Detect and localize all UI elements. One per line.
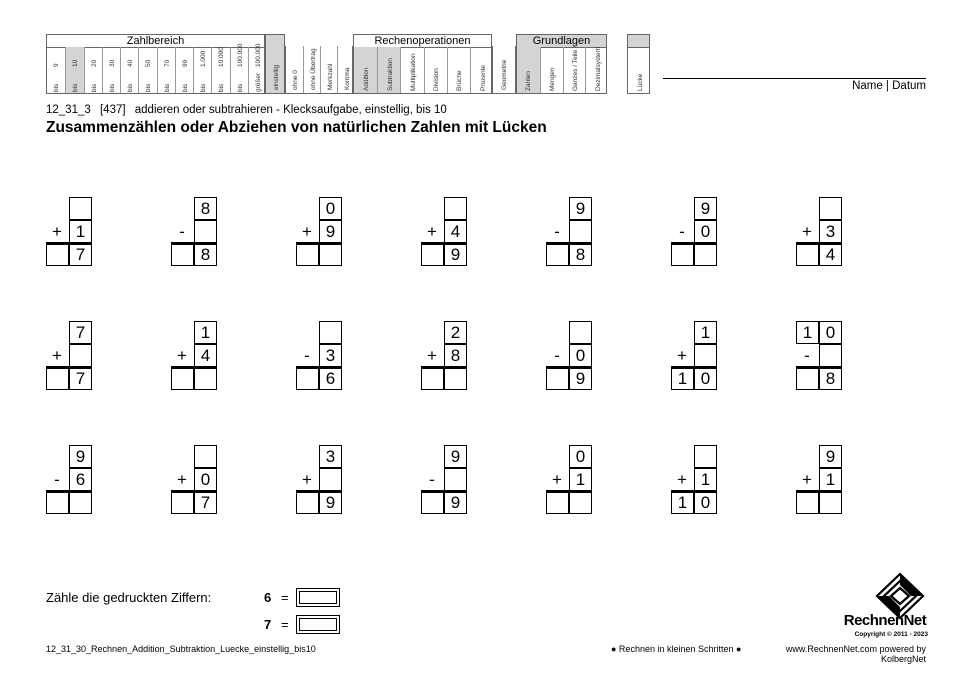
zahlbereich-top-label: 10.000	[218, 47, 226, 67]
zahlbereich-bottom-label: bis	[108, 83, 116, 92]
grundlagen-column	[517, 47, 540, 93]
result-line	[546, 490, 592, 493]
rechenoperationen-table	[353, 34, 492, 94]
result-line	[796, 242, 842, 245]
blank-digit-cell[interactable]	[546, 243, 569, 266]
digit-cell: 4	[819, 243, 842, 266]
rechenoperation-item-label: Prozente	[479, 64, 487, 91]
grundlagen-column	[585, 47, 608, 93]
digit-cell: 0	[569, 344, 592, 367]
digit-cell: 8	[444, 344, 467, 367]
blank-digit-cell[interactable]	[444, 468, 467, 491]
einstellig-label: einstellig	[273, 64, 280, 90]
digit-cell: 6	[69, 468, 92, 491]
result-line	[546, 242, 592, 245]
digit-cell: 1	[694, 321, 717, 344]
blank-digit-cell[interactable]	[444, 197, 467, 220]
operator-sign: +	[427, 346, 437, 365]
blank-digit-cell[interactable]	[796, 491, 819, 514]
copyright: Copyright © 2011 - 2023	[854, 631, 928, 638]
digit-cell: 7	[69, 367, 92, 390]
blank-digit-cell[interactable]	[694, 445, 717, 468]
blank-digit-cell[interactable]	[69, 197, 92, 220]
digit-cell: 0	[319, 197, 342, 220]
zahlbereich-top-label: 40	[127, 59, 135, 67]
result-line	[296, 490, 342, 493]
geometrie-column	[492, 46, 516, 94]
blank-digit-cell[interactable]	[46, 491, 69, 514]
zahlbereich-top-label: 9	[53, 63, 61, 67]
option-column	[303, 46, 320, 93]
zahlbereich-bottom-label: größer	[254, 72, 262, 92]
blank-digit-cell[interactable]	[46, 243, 69, 266]
blank-digit-cell[interactable]	[171, 367, 194, 390]
digit-cell: 0	[194, 468, 217, 491]
operator-sign: +	[302, 222, 312, 241]
digit-cell: 4	[194, 344, 217, 367]
result-line	[46, 490, 92, 493]
rechenoperation-item-label: Brüche	[456, 70, 464, 91]
zahlbereich-top-label: 30	[108, 59, 116, 67]
zahlbereich-column	[248, 43, 266, 93]
operator-sign: +	[52, 346, 62, 365]
count-equals-7: =	[281, 617, 289, 632]
grundlagen-column	[563, 47, 586, 93]
operator-sign: -	[554, 222, 560, 241]
zahlbereich-bottom-label: bis	[163, 83, 171, 92]
digit-cell: 9	[444, 491, 467, 514]
worksheet-code: 12_31_3	[46, 104, 91, 116]
blank-digit-cell[interactable]	[319, 243, 342, 266]
result-line	[671, 490, 717, 493]
rechenoperation-item-label: Subtraktion	[386, 58, 394, 91]
blank-digit-cell[interactable]	[421, 491, 444, 514]
zahlbereich-column	[230, 43, 248, 93]
digit-cell: 9	[569, 367, 592, 390]
page-title: Zusammenzählen oder Abziehen von natürlichen Zahlen mit Lücken	[46, 119, 547, 136]
digit-cell: 8	[194, 197, 217, 220]
blank-digit-cell[interactable]	[444, 367, 467, 390]
digit-cell: 0	[694, 220, 717, 243]
digit-cell: 9	[444, 243, 467, 266]
digit-cell: 7	[69, 243, 92, 266]
digit-cell: 0	[819, 321, 842, 344]
einstellig-column	[265, 34, 285, 94]
rechenoperation-column	[424, 47, 447, 93]
result-line	[546, 366, 592, 369]
blank-digit-cell[interactable]	[46, 367, 69, 390]
zahlbereich-top-label: 1.000	[200, 50, 208, 67]
blank-digit-cell[interactable]	[796, 243, 819, 266]
geometrie-label: Geometrie	[501, 59, 508, 90]
blank-digit-cell[interactable]	[171, 491, 194, 514]
digit-cell: 1	[796, 321, 819, 344]
luecke-label: Lücke	[637, 73, 644, 91]
zahlbereich-bottom-label: bis	[200, 83, 208, 92]
zahlbereich-bottom-label: bis	[181, 83, 189, 92]
operator-sign: -	[804, 346, 810, 365]
zahlbereich-column	[138, 47, 156, 93]
grundlagen-title: Grundlagen	[517, 35, 606, 48]
result-line	[171, 490, 217, 493]
option-item-label: Merkzahl	[326, 63, 334, 90]
blank-digit-cell[interactable]	[819, 344, 842, 367]
result-line	[421, 242, 467, 245]
digit-cell: 4	[444, 220, 467, 243]
digit-cell: 9	[444, 445, 467, 468]
result-line	[296, 366, 342, 369]
digit-cell: 1	[694, 468, 717, 491]
footer-website: www.RechnenNet.com powered by KolbergNet	[785, 644, 926, 664]
digit-cell: 6	[319, 367, 342, 390]
blank-digit-cell[interactable]	[296, 367, 319, 390]
blank-digit-cell[interactable]	[319, 321, 342, 344]
result-line	[671, 242, 717, 245]
digit-cell: 3	[819, 220, 842, 243]
rechenoperation-item-label: Multiplikation	[409, 53, 417, 91]
footer-filename: 12_31_30_Rechnen_Addition_Subtraktion_Luecke_einstellig_bis10	[46, 644, 316, 654]
digit-cell: 9	[819, 445, 842, 468]
blank-digit-cell[interactable]	[819, 491, 842, 514]
rechenoperationen-title: Rechenoperationen	[354, 35, 491, 48]
zahlbereich-column	[193, 47, 211, 93]
zahlbereich-bottom-label: bis	[72, 83, 80, 92]
option-column	[320, 46, 337, 93]
digit-cell: 9	[319, 220, 342, 243]
operator-sign: -	[304, 346, 310, 365]
operator-sign: -	[54, 470, 60, 489]
blank-digit-cell[interactable]	[546, 367, 569, 390]
rechenoperation-item-label: Division	[433, 68, 441, 91]
digit-cell: 1	[194, 321, 217, 344]
grundlagen-item-label: Dezimalsystem	[594, 46, 602, 91]
operator-sign: +	[427, 222, 437, 241]
operator-sign: +	[552, 470, 562, 489]
digit-cell: 9	[694, 197, 717, 220]
digit-cell: 8	[569, 243, 592, 266]
rechenoperation-column	[447, 47, 470, 93]
zahlbereich-column	[47, 47, 65, 93]
digit-cell: 0	[694, 367, 717, 390]
zahlbereich-top-label: 100.000	[236, 43, 244, 67]
blank-digit-cell[interactable]	[194, 445, 217, 468]
meta-line	[46, 104, 447, 116]
rechenoperation-item-label: Addition	[362, 67, 370, 91]
zahlbereich-column	[175, 47, 193, 93]
blank-digit-cell[interactable]	[796, 367, 819, 390]
middle-table	[285, 46, 353, 94]
zahlbereich-column	[102, 47, 120, 93]
operator-sign: -	[554, 346, 560, 365]
zahlbereich-bottom-label: bis	[145, 83, 153, 92]
operator-sign: +	[177, 470, 187, 489]
blank-digit-cell[interactable]	[296, 491, 319, 514]
blank-digit-cell[interactable]	[194, 367, 217, 390]
blank-digit-cell[interactable]	[171, 243, 194, 266]
result-line	[296, 242, 342, 245]
operator-sign: +	[52, 222, 62, 241]
blank-digit-cell[interactable]	[694, 243, 717, 266]
operator-sign: -	[429, 470, 435, 489]
count-digit-7: 7	[264, 617, 272, 632]
digit-cell: 8	[194, 243, 217, 266]
rechenoperation-column	[400, 47, 423, 93]
count-answer-6[interactable]	[296, 588, 340, 607]
blank-digit-cell[interactable]	[569, 220, 592, 243]
result-line	[171, 366, 217, 369]
zahlbereich-column	[157, 47, 175, 93]
digit-cell: 3	[319, 445, 342, 468]
operator-sign: -	[679, 222, 685, 241]
blank-digit-cell[interactable]	[671, 243, 694, 266]
zahlbereich-top-label: 20	[90, 59, 98, 67]
digit-cell: 2	[444, 321, 467, 344]
blank-digit-cell[interactable]	[319, 468, 342, 491]
count-equals-6: =	[281, 590, 289, 605]
zahlbereich-table	[46, 34, 265, 94]
blank-digit-cell[interactable]	[569, 321, 592, 344]
zahlbereich-top-label: 70	[163, 59, 171, 67]
zahlbereich-top-label: 100.000	[254, 43, 262, 67]
operator-sign: -	[179, 222, 185, 241]
count-label: Zähle die gedruckten Ziffern:	[46, 590, 212, 605]
grundlagen-column	[540, 47, 563, 93]
zahlbereich-top-label: 99	[181, 59, 189, 67]
digit-cell: 8	[819, 367, 842, 390]
grundlagen-item-label: Mengen	[549, 67, 557, 91]
digit-cell: 1	[819, 468, 842, 491]
digit-cell: 1	[671, 367, 694, 390]
zahlbereich-bottom-label: bis	[90, 83, 98, 92]
digit-cell: 9	[69, 445, 92, 468]
blank-digit-cell[interactable]	[546, 491, 569, 514]
grundlagen-item-label: Ganzes / Teile	[571, 49, 579, 91]
name-line	[663, 78, 926, 79]
operator-sign: +	[302, 470, 312, 489]
zahlbereich-top-label: 10	[72, 59, 80, 67]
option-column	[286, 46, 303, 93]
result-line	[796, 366, 842, 369]
zahlbereich-bottom-label: bis	[218, 83, 226, 92]
digit-cell: 0	[569, 445, 592, 468]
blank-digit-cell[interactable]	[694, 344, 717, 367]
result-line	[421, 490, 467, 493]
grundlagen-item-label: Zahlen	[525, 71, 533, 91]
zahlbereich-column	[65, 47, 83, 93]
digit-cell: 0	[694, 491, 717, 514]
zahlbereich-bottom-label: bis	[236, 83, 244, 92]
operator-sign: +	[677, 346, 687, 365]
blank-digit-cell[interactable]	[421, 243, 444, 266]
zahlbereich-top-label: 50	[145, 59, 153, 67]
digit-cell: 9	[569, 197, 592, 220]
zahlbereich-column	[211, 47, 229, 93]
rechenoperation-column	[377, 47, 400, 93]
luecke-column	[627, 34, 650, 94]
result-line	[796, 490, 842, 493]
option-column	[337, 46, 354, 93]
blank-digit-cell[interactable]	[69, 344, 92, 367]
grundlagen-table	[516, 34, 607, 94]
operator-sign: +	[802, 470, 812, 489]
option-item-label: ohne Übertrag	[309, 48, 317, 90]
blank-digit-cell[interactable]	[421, 367, 444, 390]
footer-slogan: ● Rechnen in kleinen Schritten ●	[611, 644, 742, 654]
digit-cell: 1	[569, 468, 592, 491]
digit-cell: 7	[69, 321, 92, 344]
result-line	[671, 366, 717, 369]
zahlbereich-bottom-label: bis	[53, 83, 61, 92]
count-digit-6: 6	[264, 590, 272, 605]
logo-text: RechnenNet	[843, 612, 927, 629]
digit-cell: 1	[671, 491, 694, 514]
zahlbereich-bottom-label: bis	[127, 83, 135, 92]
operator-sign: +	[677, 470, 687, 489]
operator-sign: +	[802, 222, 812, 241]
digit-cell: 1	[69, 220, 92, 243]
rechenoperation-column	[354, 47, 377, 93]
name-datum-label: Name | Datum	[852, 80, 926, 92]
blank-digit-cell[interactable]	[194, 220, 217, 243]
blank-digit-cell[interactable]	[569, 491, 592, 514]
rechenoperation-column	[470, 47, 493, 93]
digit-cell: 7	[194, 491, 217, 514]
zahlbereich-column	[120, 47, 138, 93]
blank-digit-cell[interactable]	[69, 491, 92, 514]
blank-digit-cell[interactable]	[296, 243, 319, 266]
zahlbereich-column	[84, 47, 102, 93]
count-answer-7[interactable]	[296, 615, 340, 634]
option-item-label: ohne 0	[291, 70, 299, 90]
zahlbereich-title: Zahlbereich	[47, 35, 264, 48]
result-line	[171, 242, 217, 245]
result-line	[421, 366, 467, 369]
digit-cell: 3	[319, 344, 342, 367]
result-line	[46, 242, 92, 245]
result-line	[46, 366, 92, 369]
blank-digit-cell[interactable]	[819, 197, 842, 220]
worksheet-description: addieren oder subtrahieren - Klecksaufgabe, einstellig, bis 10	[134, 104, 447, 116]
operator-sign: +	[177, 346, 187, 365]
worksheet-id: [437]	[99, 104, 126, 116]
digit-cell: 9	[319, 491, 342, 514]
option-item-label: Komma	[343, 67, 351, 90]
